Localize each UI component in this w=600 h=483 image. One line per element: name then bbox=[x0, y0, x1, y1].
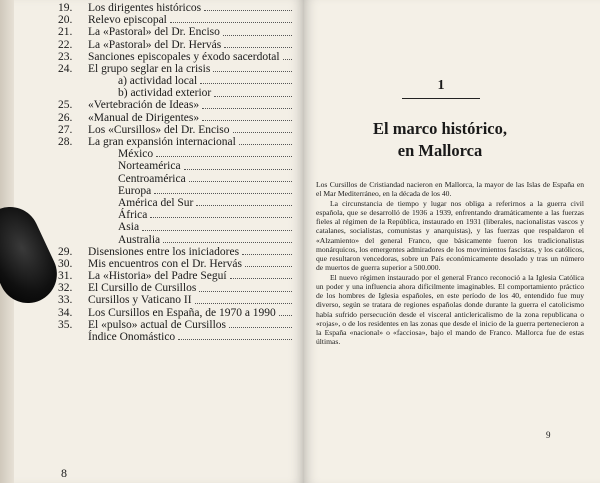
toc-entry-title: El Cursillo de Cursillos bbox=[88, 282, 197, 295]
toc-entry-title: «Manual de Dirigentes» bbox=[88, 111, 200, 124]
toc-entry-number: 25. bbox=[58, 99, 73, 112]
toc-entry-title: a) actividad local bbox=[118, 75, 198, 88]
toc-entry bbox=[58, 112, 294, 124]
chapter-rule bbox=[402, 98, 480, 99]
toc-entry-title: América del Sur bbox=[118, 196, 194, 209]
toc-entry bbox=[58, 319, 294, 331]
toc-leader-dots bbox=[202, 120, 292, 121]
toc-leader-dots bbox=[142, 230, 292, 231]
toc-entry-title: Cursillos y Vaticano II bbox=[88, 294, 192, 307]
toc-entry-title: b) actividad exterior bbox=[118, 87, 212, 100]
toc-leader-dots bbox=[163, 242, 292, 243]
toc-leader-dots bbox=[233, 132, 292, 133]
toc-entry-title: Disensiones entre los iniciadores bbox=[88, 245, 240, 258]
toc-entry bbox=[58, 87, 294, 99]
toc-entry bbox=[58, 209, 294, 221]
chapter-heading bbox=[402, 78, 480, 99]
toc-entry-title: El «pulso» actual de Cursillos bbox=[88, 318, 226, 331]
toc-leader-dots bbox=[283, 59, 292, 60]
toc-entry-number: 28. bbox=[58, 136, 73, 149]
toc-entry-title: Norteamérica bbox=[118, 160, 181, 173]
toc-leader-dots bbox=[200, 83, 292, 84]
toc-entry-title: Europa bbox=[118, 184, 152, 197]
toc-entry bbox=[58, 270, 294, 282]
toc-entry-title: La «Pastoral» del Dr. Hervás bbox=[88, 38, 222, 51]
toc-leader-dots bbox=[279, 315, 292, 316]
paragraph-3: El nuevo régimen instaurado por el general Franco reconoció a la Iglesia Católica un poder y una influencia ahora difícilmente imaginables. El comportamiento práctico de los hombres de Iglesia españoles, en este período de los 40, entendido fue muy diverso, según se tratara de regiones españolas donde durante la guerra el catolicismo había sufrido persecución desde el visceral anticlericalismo de la zona republicana o «rojas», o de los residentes en las zonas que desde el inicio de la guerra pertenecieron a la España «nacional» o «facciosa», bajo el mando de Franco. Mallorca fue de estas últimas. bbox=[316, 272, 584, 347]
toc-leader-dots bbox=[230, 278, 292, 279]
toc-entry-title: Los «Cursillos» del Dr. Enciso bbox=[88, 123, 230, 136]
toc-entry-title: La gran expansión internacional bbox=[88, 136, 236, 149]
toc-entry bbox=[58, 51, 294, 63]
toc-entry-title: El grupo seglar en la crisis bbox=[88, 62, 211, 75]
toc-entry bbox=[58, 331, 294, 343]
chapter-title-line-2: en Mallorca bbox=[397, 141, 483, 160]
toc-entry-number: 27. bbox=[58, 123, 73, 136]
toc-entry-number: 22. bbox=[58, 38, 73, 51]
toc-entry-number: 32. bbox=[58, 282, 73, 295]
toc-leader-dots bbox=[184, 169, 292, 170]
toc-entry-number: 34. bbox=[58, 306, 73, 319]
toc-entry-title: Los Cursillos en España, de 1970 a 1990 bbox=[88, 306, 276, 319]
table-of-contents bbox=[58, 2, 294, 343]
toc-leader-dots bbox=[213, 71, 292, 72]
toc-entry-number: 33. bbox=[58, 294, 73, 307]
toc-entry-title: Índice Onomástico bbox=[88, 331, 176, 344]
toc-entry bbox=[58, 160, 294, 172]
toc-entry bbox=[58, 14, 294, 26]
toc-entry bbox=[58, 136, 294, 148]
toc-entry-number: 24. bbox=[58, 62, 73, 75]
toc-entry-number: 35. bbox=[58, 318, 73, 331]
toc-entry-title: Los dirigentes históricos bbox=[88, 1, 202, 14]
toc-entry bbox=[58, 197, 294, 209]
toc-entry-number: 26. bbox=[58, 111, 73, 124]
toc-entry bbox=[58, 307, 294, 319]
toc-entry bbox=[58, 234, 294, 246]
toc-entry bbox=[58, 75, 294, 87]
right-page-number: 9 bbox=[546, 430, 551, 440]
toc-entry bbox=[58, 173, 294, 185]
toc-entry bbox=[58, 221, 294, 233]
toc-leader-dots bbox=[214, 96, 292, 97]
toc-entry bbox=[58, 148, 294, 160]
toc-entry-title: Centroamérica bbox=[118, 172, 186, 185]
toc-entry-title: México bbox=[118, 148, 154, 161]
toc-entry-title: Relevo episcopal bbox=[88, 14, 167, 27]
toc-entry-number: 20. bbox=[58, 14, 73, 27]
toc-entry bbox=[58, 100, 294, 112]
toc-entry-title: Sanciones episcopales y éxodo sacerdotal bbox=[88, 50, 280, 63]
toc-entry-number: 29. bbox=[58, 245, 73, 258]
chapter-title bbox=[340, 118, 540, 162]
toc-leader-dots bbox=[239, 144, 292, 145]
toc-entry bbox=[58, 39, 294, 51]
toc-entry-title: «Vertebración de Ideas» bbox=[88, 99, 200, 112]
toc-entry-title: La «Pastoral» del Dr. Enciso bbox=[88, 26, 220, 39]
toc-entry bbox=[58, 124, 294, 136]
toc-leader-dots bbox=[178, 339, 292, 340]
toc-entry-title: Mis encuentros con el Dr. Hervás bbox=[88, 257, 242, 270]
left-page-number: 8 bbox=[61, 466, 67, 480]
toc-leader-dots bbox=[150, 217, 292, 218]
toc-entry bbox=[58, 63, 294, 75]
chapter-number: 1 bbox=[437, 78, 445, 93]
toc-entry bbox=[58, 282, 294, 294]
toc-leader-dots bbox=[223, 35, 292, 36]
toc-leader-dots bbox=[195, 303, 292, 304]
toc-entry bbox=[58, 295, 294, 307]
toc-entry-number: 30. bbox=[58, 257, 73, 270]
toc-entry bbox=[58, 26, 294, 38]
body-text bbox=[316, 180, 584, 347]
toc-entry bbox=[58, 246, 294, 258]
toc-entry-number: 21. bbox=[58, 26, 73, 39]
toc-leader-dots bbox=[229, 327, 292, 328]
toc-entry-title: La «Historia» del Padre Seguí bbox=[88, 270, 227, 283]
toc-entry-title: Asia bbox=[118, 221, 140, 234]
toc-leader-dots bbox=[196, 205, 292, 206]
toc-entry bbox=[58, 185, 294, 197]
toc-entry-title: África bbox=[118, 209, 148, 222]
paragraph-2: La circunstancia de tiempo y lugar nos obliga a referirnos a la guerra civil española, que se desarrolló de 1936 a 1939, enfrentando dramáticamente a las fuerzas fieles al régimen de la República, instaurado en 1931 (liberales, nacionalistas vascos y catalanes, socialistas, comunistas y anarquistas), y las fuerzas que respaldaron el «Alzamiento» del general Franco, que básicamente fueron los tradicionalistas monárquicos, los emergentes admiradores de los movimientos fascistas, y los católicos, que resultaron vencedoras, sobre un País económicamente desolado y tras un número de muertos de guerra superior a 500.000. bbox=[316, 198, 584, 273]
toc-leader-dots bbox=[202, 108, 292, 109]
toc-leader-dots bbox=[224, 47, 292, 48]
toc-entry-title: Australia bbox=[118, 233, 161, 246]
toc-leader-dots bbox=[170, 22, 292, 23]
toc-leader-dots bbox=[189, 181, 292, 182]
toc-entry bbox=[58, 2, 294, 14]
paragraph-1: Los Cursillos de Cristiandad nacieron en Mallorca, la mayor de las Islas de España en el Mar Mediterráneo, en la década de los 40. bbox=[316, 180, 584, 199]
toc-entry-number: 31. bbox=[58, 270, 73, 283]
toc-entry-number: 19. bbox=[58, 1, 73, 14]
toc-entry-number: 23. bbox=[58, 50, 73, 63]
toc-entry bbox=[58, 258, 294, 270]
chapter-title-line-1: El marco histórico, bbox=[373, 119, 507, 138]
toc-leader-dots bbox=[245, 266, 292, 267]
toc-leader-dots bbox=[204, 10, 292, 11]
toc-leader-dots bbox=[156, 156, 292, 157]
toc-leader-dots bbox=[242, 254, 292, 255]
toc-leader-dots bbox=[199, 291, 292, 292]
toc-leader-dots bbox=[154, 193, 292, 194]
